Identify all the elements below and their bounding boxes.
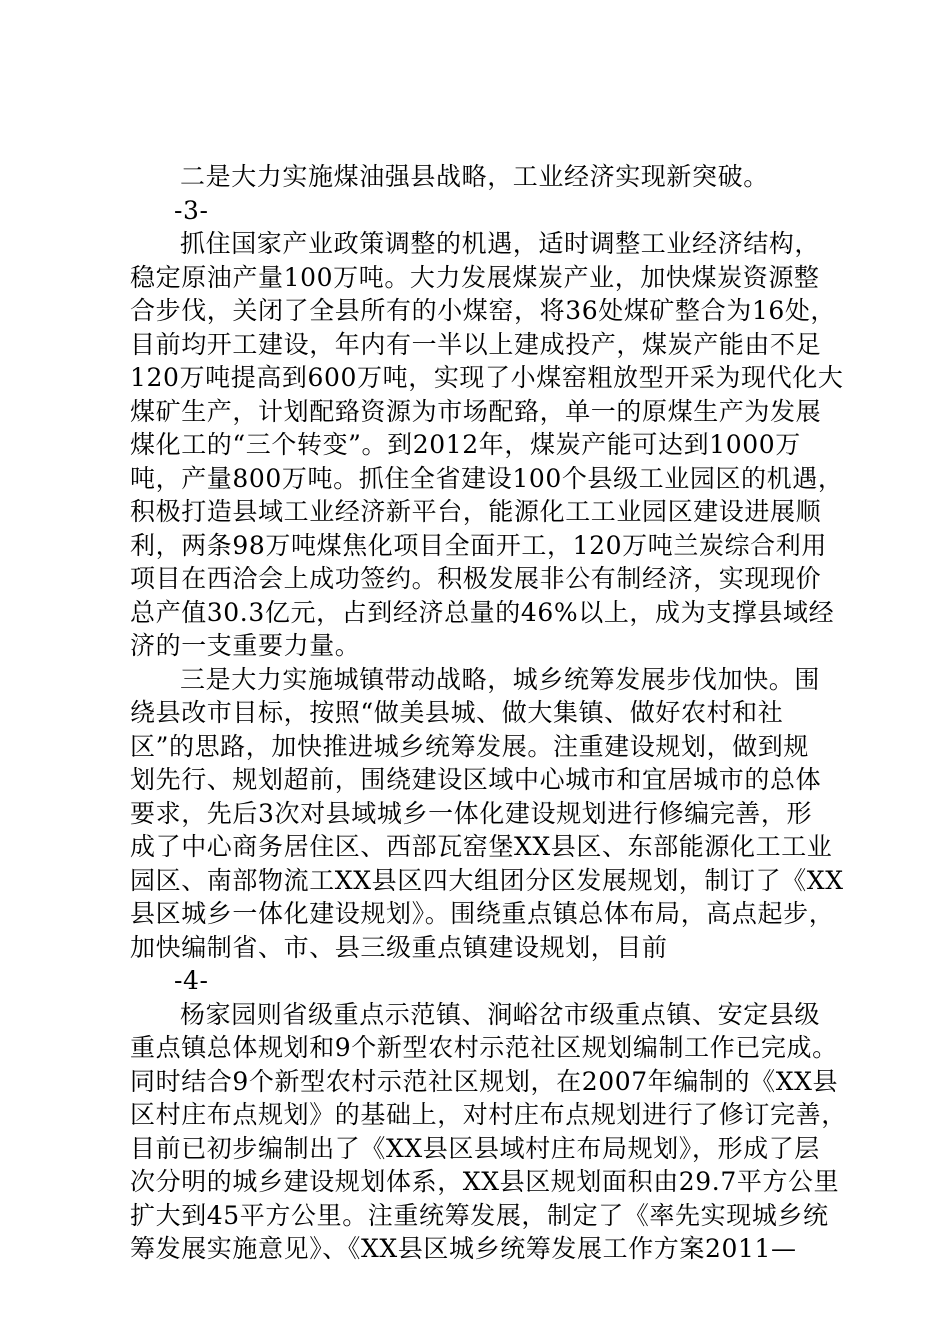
- paragraph-line: 煤化工的“三个转变”。到2012年，煤炭产能可达到1000万: [130, 430, 801, 459]
- paragraph-line: 加快编制省、市、县三级重点镇建设规划，目前: [130, 932, 668, 962]
- paragraph-line: 目前均开工建设，年内有一半以上建成投产，煤炭产能由不足: [130, 329, 822, 359]
- page-number: -4-: [174, 966, 209, 995]
- paragraph-line: 目前已初步编制出了《XX县区县域村庄布局规划》，形成了层: [130, 1133, 820, 1163]
- paragraph-line: 抓住国家产业政策调整的机遇，适时调整工业经济结构，: [180, 229, 821, 258]
- paragraph-line: 合步伐，关闭了全县所有的小煤窑，将36处煤矿整合为16处，: [130, 296, 837, 325]
- paragraph-line: 利，两条98万吨煤焦化项目全面开工，120万吨兰炭综合利用: [130, 530, 827, 560]
- paragraph-line: 煤矿生产，计划配臵资源为市场配臵，单一的原煤生产为发展: [130, 396, 822, 426]
- paragraph-line: 杨家园则省级重点示范镇、涧峪岔市级重点镇、安定县级: [180, 999, 821, 1029]
- paragraph-line: 次分明的城乡建设规划体系，XX县区规划面积由29.7平方公里: [130, 1167, 840, 1196]
- paragraph-line: 济的一支重要力量。: [130, 631, 361, 660]
- paragraph-line: 区”的思路，加快推进城乡统筹发展。注重建设规划，做到规: [130, 731, 809, 761]
- section-heading-3: 三是大力实施城镇带动战略，城乡统筹发展步伐加快。围: [180, 664, 821, 694]
- paragraph-line: 扩大到45平方公里。注重统筹发展，制定了《率先实现城乡统: [130, 1200, 829, 1230]
- paragraph-line: 划先行、规划超前，围绕建设区域中心城市和宜居城市的总体: [130, 765, 822, 794]
- paragraph-line: 积极打造县域工业经济新平台，能源化工工业园区建设进展顺: [130, 497, 822, 526]
- document-body: [130, 160, 847, 1266]
- section-heading-2: 二是大力实施煤油强县战略，工业经济实现新突破。: [180, 162, 769, 191]
- paragraph-line: 同时结合9个新型农村示范社区规划，在2007年编制的《XX县: [130, 1066, 839, 1096]
- paragraph-line: 园区、南部物流工XX县区四大组团分区发展规划，制订了《XX: [130, 865, 844, 895]
- paragraph-line: 总产值30.3亿元，占到经济总量的46%以上，成为支撑县域经: [130, 597, 835, 627]
- paragraph-line: 绕县改市目标，按照“做美县城、做大集镇、做好农村和社: [130, 698, 784, 727]
- paragraph-line: 重点镇总体规划和9个新型农村示范社区规划编制工作已完成。: [130, 1033, 838, 1062]
- paragraph-line: 项目在西洽会上成功签约。积极发展非公有制经济，实现现价: [130, 564, 822, 593]
- paragraph-line: 稳定原油产量100万吨。大力发展煤炭产业，加快煤炭资源整: [130, 262, 820, 292]
- paragraph-line: 成了中心商务居住区、西部瓦窑堡XX县区、东部能源化工工业: [130, 832, 833, 861]
- paragraph-line: 县区城乡一体化建设规划》。围绕重点镇总体布局，高点起步，: [130, 899, 835, 928]
- paragraph-line: 要求，先后3次对县域城乡一体化建设规划进行修编完善，形: [130, 798, 813, 828]
- paragraph-line: 区村庄布点规划》的基础上，对村庄布点规划进行了修订完善，: [130, 1100, 847, 1129]
- paragraph-line: 120万吨提高到600万吨，实现了小煤窑粗放型开采为现代化大: [130, 363, 844, 392]
- paragraph-line: 吨，产量800万吨。抓住全省建设100个县级工业园区的机遇，: [130, 463, 844, 493]
- page-number: -3-: [174, 195, 209, 225]
- paragraph-line: 筹发展实施意见》、《XX县区城乡统筹发展工作方案2011—: [130, 1234, 797, 1263]
